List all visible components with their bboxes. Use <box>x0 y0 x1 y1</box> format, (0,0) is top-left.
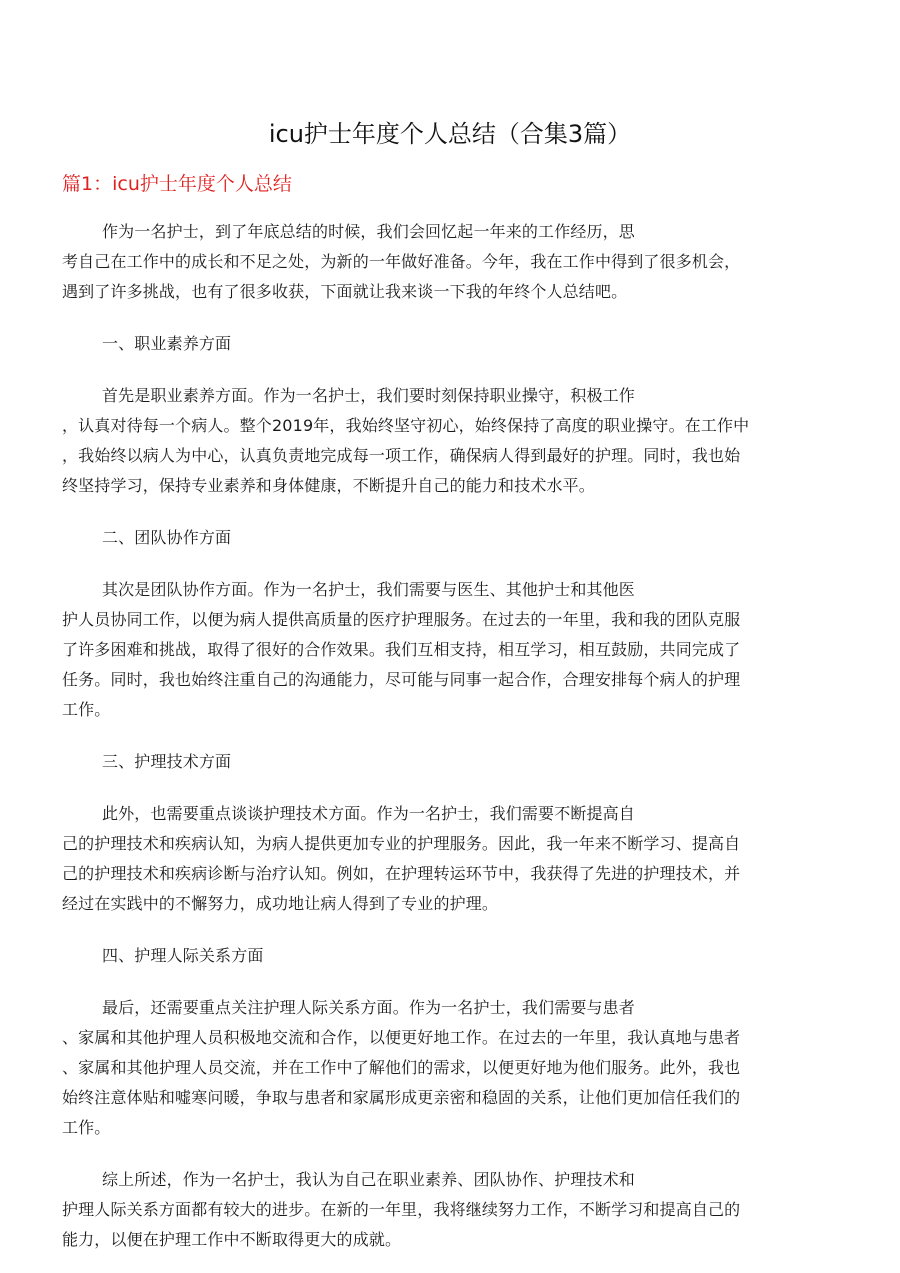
paragraph-line: 经过在实践中的不懈努力，成功地让病人得到了专业的护理。 <box>62 894 499 913</box>
heading-nursing-technique: 三、护理技术方面 <box>102 752 232 771</box>
intro-paragraph <box>62 217 842 307</box>
paragraph-line: 护理人际关系方面都有较大的进步。在新的一年里，我将继续努力工作，不断学习和提高自己的 <box>62 1200 741 1219</box>
paragraph-line: 最后，还需要重点关注护理人际关系方面。作为一名护士，我们需要与患者 <box>102 998 635 1017</box>
paragraph-line: ，认真对待每一个病人。整个2019年，我始终坚守初心，始终保持了高度的职业操守。在工作中 <box>62 416 750 435</box>
paragraph-line: 己的护理技术和疾病认知，为病人提供更加专业的护理服务。因此，我一年来不断学习、提高自 <box>62 834 741 853</box>
document-body <box>62 217 842 1255</box>
paragraph-line: 遇到了许多挑战，也有了很多收获，下面就让我来谈一下我的年终个人总结吧。 <box>62 282 628 301</box>
paragraph-line: 、家属和其他护理人员积极地交流和合作，以便更好地工作。在过去的一年里，我认真地与患者 <box>62 1028 741 1047</box>
paragraph-line: 了许多困难和挑战，取得了很好的合作效果。我们互相支持，相互学习，相互鼓励，共同完成了 <box>62 640 741 659</box>
heading-interpersonal: 四、护理人际关系方面 <box>102 946 264 965</box>
paragraph-line: 考自己在工作中的成长和不足之处，为新的一年做好准备。今年，我在工作中得到了很多机会， <box>62 252 741 271</box>
section-title: 篇1：icu护士年度个人总结 <box>62 173 292 195</box>
paragraph-line: 工作。 <box>62 700 111 719</box>
paragraph-line: ，我始终以病人为中心，认真负责地完成每一项工作，确保病人得到最好的护理。同时，我也始 <box>62 446 741 465</box>
interpersonal-paragraph <box>62 993 842 1143</box>
nursing-technique-paragraph <box>62 799 842 919</box>
paragraph-line: 其次是团队协作方面。作为一名护士，我们需要与医生、其他护士和其他医 <box>102 580 635 599</box>
heading-professional-quality: 一、职业素养方面 <box>102 334 232 353</box>
professional-quality-paragraph <box>62 381 842 501</box>
paragraph-line: 终坚持学习，保持专业素养和身体健康，不断提升自己的能力和技术水平。 <box>62 476 595 495</box>
paragraph-line: 任务。同时，我也始终注重自己的沟通能力，尽可能与同事一起合作，合理安排每个病人的护理 <box>62 670 741 689</box>
paragraph-line: 始终注意体贴和嘘寒问暖，争取与患者和家属形成更亲密和稳固的关系，让他们更加信任我们的 <box>62 1088 741 1107</box>
conclusion-paragraph <box>62 1165 842 1255</box>
document-title: icu护士年度个人总结（合集3篇） <box>268 120 632 148</box>
teamwork-paragraph <box>62 575 842 725</box>
paragraph-line: 作为一名护士，到了年底总结的时候，我们会回忆起一年来的工作经历，思 <box>102 222 635 241</box>
paragraph-line: 己的护理技术和疾病诊断与治疗认知。例如，在护理转运环节中，我获得了先进的护理技术，并 <box>62 864 741 883</box>
paragraph-line: 能力，以便在护理工作中不断取得更大的成就。 <box>62 1230 402 1249</box>
paragraph-line: 综上所述，作为一名护士，我认为自己在职业素养、团队协作、护理技术和 <box>102 1170 635 1189</box>
paragraph-line: 此外，也需要重点谈谈护理技术方面。作为一名护士，我们需要不断提高自 <box>102 804 635 823</box>
paragraph-line: 、家属和其他护理人员交流，并在工作中了解他们的需求，以便更好地为他们服务。此外，我也 <box>62 1058 741 1077</box>
heading-teamwork: 二、团队协作方面 <box>102 528 232 547</box>
paragraph-line: 护人员协同工作，以便为病人提供高质量的医疗护理服务。在过去的一年里，我和我的团队克服 <box>62 610 741 629</box>
paragraph-line: 工作。 <box>62 1118 111 1137</box>
paragraph-line: 首先是职业素养方面。作为一名护士，我们要时刻保持职业操守，积极工作 <box>102 386 635 405</box>
